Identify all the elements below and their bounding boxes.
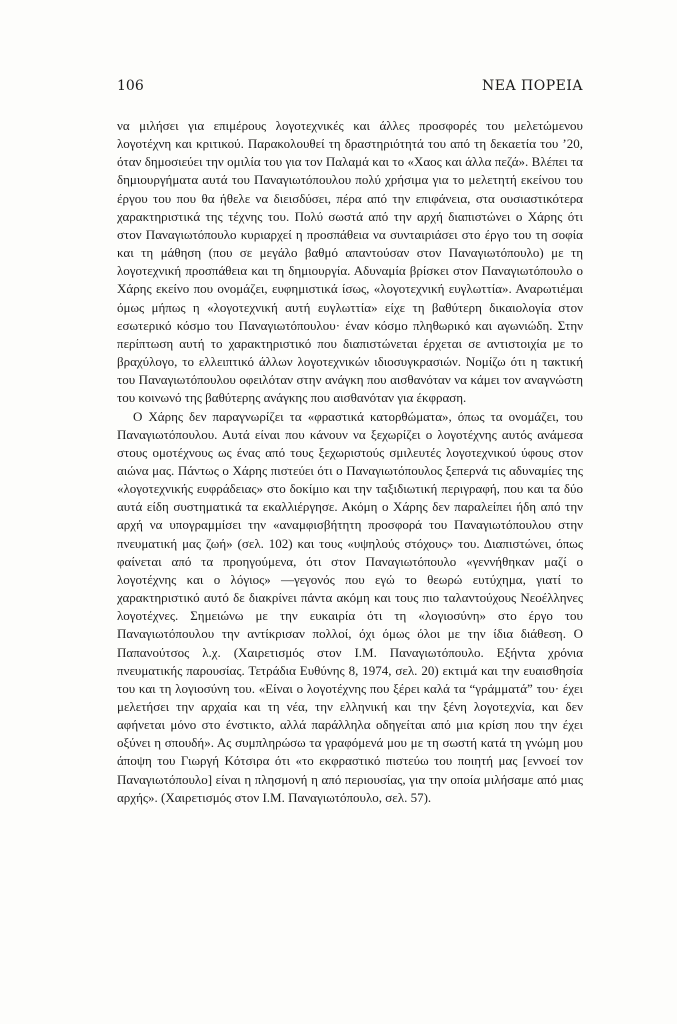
body-text (117, 117, 583, 807)
page-number: 106 (117, 78, 144, 94)
running-head (117, 76, 583, 96)
paragraph: Ο Χάρης δεν παραγνωρίζει τα «φραστικά κατορθώματα», όπως τα ονομάζει, του Παναγιωτόπουλου. Αυτά είναι που κάνουν να ξεχωρίζει ο λογοτέχνης αυτός ανάμεσα στους ομοτέχνους ως ένας από τους ξεχωριστούς σμιλευτές λογοτεχνικού ύφους στον αιώνα μας. Πάντως ο Χάρης πιστεύει ότι ο Παναγιωτόπουλος ξεπερνά τις αδυναμίες της «λογοτεχνικής ευφράδειας» στο δοκίμιο και την ταξιδιωτική περιγραφή, που και τα δύο αυτά είδη συστηματικά τα εκαλλιέργησε. Ακόμη ο Χάρης δεν παραλείπει ήδη από την αρχή να υπογραμμίσει την «αναμφισβήτητη προσφορά του Παναγιωτόπουλου στην πνευματική μας ζωή» (σελ. 102) και τους «υψηλούς στόχους» του. Διαπιστώνει, όπως φαίνεται από τα προηγούμενα, ότι στον Παναγιωτόπουλο «γεννήθηκαν μαζί ο λογοτέχνης και ο λόγιος» —γεγονός που εγώ το θεωρώ ευτύχημα, γιατί το χαρακτηριστικό αυτό δε διακρίνει πάντα ακόμη και τους πιο ταλαντούχους Νεοέλληνες λογοτέχνες. Σημειώνω με την ευκαιρία ότι τη «λογιοσύνη» στο έργο του Παναγιωτόπουλου την αντίκρισαν πολλοί, όχι όμως όλοι με την ίδια διάθεση. Ο Παπανούτσος λ.χ. (Χαιρετισμός στον Ι.Μ. Παναγιωτόπουλο. Εξήντα χρόνια πνευματικής παρουσίας. Τετράδια Ευθύνης 8, 1974, σελ. 20) εκτιμά και την ευαισθησία του και τη λογιοσύνη του. «Είναι ο λογοτέχνης που ξέρει καλά τα “γράμματά” του· έχει μελετήσει την αρχαία και τη νέα, την ελληνική και την ξένη λογοτεχνία, και δεν αφήνεται μόνο στο ένστικτο, αλλά παράλληλα οδηγείται από μια κρίση που την έχει οξύνει η σπουδή». Ας συμπληρώσω τα γραφόμενά μου με τη σωστή κατά τη γνώμη μου άποψη του Γιωργή Κότσιρα ότι «το εκφραστικό πιστεύω του ποιητή μας [εννοεί τον Παναγιωτόπουλο] είναι η πλησμονή η από περιουσίας, για την οποία μιλήσαμε από μιας αρχής». (Χαιρετισμός στον Ι.Μ. Παναγιωτόπουλο, σελ. 57). (117, 408, 583, 805)
paragraph: να μιλήσει για επιμέρους λογοτεχνικές και άλλες προσφορές του μελετώμενου λογοτέχνη και κριτικού. Παρακολουθεί τη δραστηριότητά του από τη δεκαετία του ’20, όταν δημοσιεύει την ομιλία του για τον Παλαμά και το «Χαος και άλλα πεζά». Βλέπει τα δημιουργήματα αυτά του Παναγιωτόπουλου πολύ χρήσιμα για το μελετητή εκείνου του έργου του που θα ήθελε να διεισδύσει, πέρα από την επιφάνεια, στα ουσιαστικότερα χαρακτηριστικά της τέχνης του. Πολύ σωστά από την αρχή διαπιστώνει ο Χάρης ότι στον Παναγιωτόπουλο κυριαρχεί η προσπάθεια να συνταιριάσει στο έργο του τη σοφία και τη μάθηση (που σε μεγάλο βαθμό απαντούσαν στον Παναγιωτόπουλο) με τη λογοτεχνική προσπάθεια και τη δημιουργία. Αδυναμία βρίσκει στον Παναγιωτόπουλο ο Χάρης εκείνο που ονομάζει, ευφημιστικά ίσως, «λογοτεχνική ευγλωττία». Αναρωτιέμαι όμως μήπως η «λογοτεχνική αυτή ευγλωττία» είχε τη βαθύτερη δικαιολογία στον εσωτερικό κόσμο του Παναγιωτόπουλου· έναν κόσμο πληθωρικό και αγωνιώδη. Στην περίπτωση αυτή το χαρακτηριστικό που διαπιστώνεται έρχεται σε αντιστοιχία με το βραχύλογο, το ελλειπτικό άλλων λογοτεχνικών ιδιοσυγκρασιών. Νομίζω ότι η τακτική του Παναγιωτόπουλου οφειλόταν στην ανάγκη που αισθανόταν να κάμει τον αναγνώστη του κοινωνό της βαθύτερης ανάγκης που αισθανόταν για έκφραση. (117, 118, 583, 406)
journal-title: ΝΕΑ ΠΟΡΕΙΑ (482, 78, 583, 94)
